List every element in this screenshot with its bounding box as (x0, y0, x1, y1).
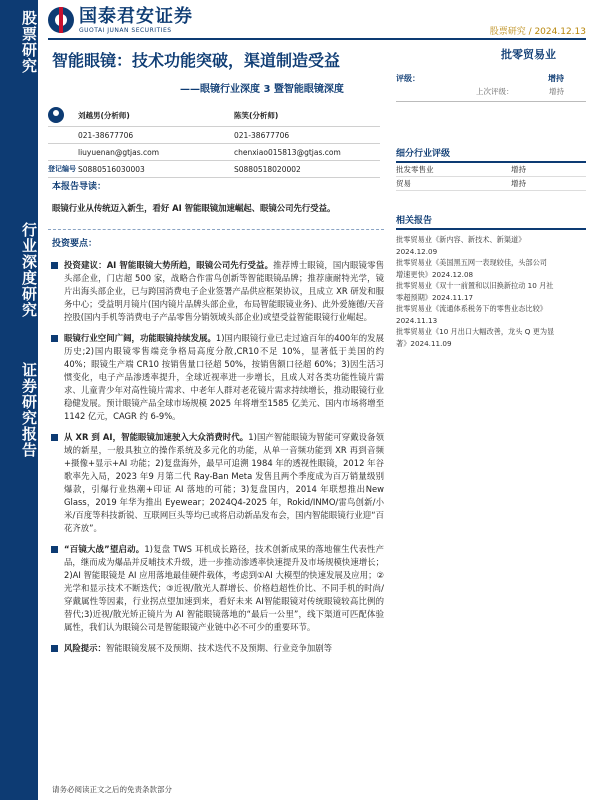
point-text: 智能眼镜发展不及预期、技术迭代不及预期、行业竞争加剧等 (105, 643, 332, 653)
guide-heading: 本报告导读： (52, 182, 107, 192)
related-report-line: 著》2024.11.09 (396, 338, 452, 348)
logo-cn: 国泰君安证券 (79, 5, 193, 27)
author-email[interactable]: liuyuenan@gtjas.com (78, 147, 160, 157)
person-icon (48, 107, 64, 123)
rating-label: 评级： (396, 73, 420, 83)
guide-text: 眼镜行业从传统迈入新生，看好 AI 智能眼镜加速崛起、眼镜公司先行受益。 (52, 203, 336, 213)
related-report-line: 2024.11.13 (396, 315, 438, 325)
header-rule (48, 38, 586, 40)
cert-label: 登记编号 (48, 165, 76, 173)
industry-rating-row: 贸易 增持 (396, 177, 586, 191)
previous-rating-value: 增持 (549, 87, 564, 96)
related-report-line[interactable]: 批零贸易业《流通体系税务下的零售业态比较》 (396, 304, 547, 313)
logo (48, 6, 193, 34)
author-name: 刘越男(分析师) (78, 110, 130, 120)
related-report-line: 增速更快》2024.12.08 (396, 269, 474, 279)
rating-value: 增持 (548, 73, 564, 83)
author-email[interactable]: chenxiao015813@gtjas.com (234, 147, 341, 157)
previous-rating (396, 86, 586, 102)
industry-rating-title: 细分行业评级 (396, 146, 586, 163)
point-item (48, 543, 384, 634)
industry-label: 批零贸易业 (501, 48, 556, 61)
author-name: 陈笑(分析师) (234, 110, 279, 120)
author-cert: S0880518020002 (234, 164, 301, 174)
point-item (48, 259, 384, 324)
point-text: 1)复盘 TWS 耳机成长路径，技术创新成果的落地催生代表性产品，继而成为爆品并反哺技术升级，进一步推动渗透率快速提升及市场规模快速增长；2)AI 智能眼镜是 AI 应用落地最佳硬件载体，考虑到①AI 大模型的快速发展及应用；②光学和显示技术不断迭代；③近视/散光人群增长、价格趋超性价比、不同手机的时尚/穿戴属性等因素，行业拐点望加速到来，看好未来 AI智能眼镜对传统眼镜较高比例的替代;3)近视/散光矫正镜片为 AI 智能眼镜落地的“最后一公里”，线下渠道可匹配体验属性，我们认为眼镜公司是智能眼镜产业链中必不可少的重要环节。 (64, 544, 384, 632)
report-subtitle: ——眼镜行业深度 3 暨智能眼镜深度 (180, 84, 344, 95)
industry-rating-row: 批发零售业 增持 (396, 163, 586, 177)
previous-rating-label: 上次评级： (476, 87, 514, 96)
point-item (48, 332, 384, 423)
points-heading: 投资要点： (52, 239, 98, 249)
related-reports-title: 相关报告 (396, 213, 586, 230)
related-report-line[interactable]: 批零贸易业《双十一前置和以旧换新拉动 10 月社 (396, 281, 554, 290)
authors-table (48, 104, 380, 178)
report-title: 智能眼镜：技术功能突破，渠道制造受益 (52, 51, 341, 70)
related-report-line[interactable]: 批零贸易业《10 月出口大幅改善，龙头 Q 更为显 (396, 327, 555, 336)
author-cert: S0880516030003 (78, 164, 145, 174)
point-bold: 风险提示： (64, 643, 106, 653)
point-text: 推荐博士眼镜，国内眼镜零售头部企业，门店超 500 家，战略合作雷鸟创新等智能眼镜品牌；推荐康耐特光学，镜片出海头部企业，已与跨国消费电子企业签署产品供应框架协议，且成立 XR 研发和服务中心；受益明月镜片(国内镜片品牌头部企业，布局智能眼镜业务)、此外爱施德/天音控股(国内手机等消费电子产品零售分销领域头部企业)或望受益智能眼镜行业崛起。 (64, 260, 385, 322)
point-text: 1)国内眼镜行业已走过逾百年的400年的发展历史;2)国内眼镜零售端竞争格局高度分散,CR10不足 10%，显著低于美国的约 40%；眼镜生产端 CR10 按销售量口径超 50%，按销售额口径超 60%；3)因生活习惯变化，电子产品渗透率提升，全球近视率进一步增长，且成人对各类功能性镜片需求、儿童青少年对高性镜片需求、中老年人群对老花镜片需求持续增长，推动眼镜行业稳健发展。预计眼镜产品全球市场规模 2025 年将增至1585 亿美元、国内市场将增至 1142 亿元，CAGR 约 6-9%。 (64, 333, 384, 421)
related-report-line: 2024.12.09 (396, 246, 438, 256)
point-item (48, 642, 384, 655)
logo-mark-icon (48, 7, 74, 33)
author-phone: 021-38677706 (78, 130, 134, 140)
point-bold: 投资建议：AI 智能眼镜大势所趋，眼镜公司先行受益。 (64, 260, 274, 270)
related-report-line[interactable]: 批零贸易业《新内容、新技术、新渠道》 (396, 235, 526, 244)
point-bold: 眼镜行业空间广阔，功能眼镜持续发展。 (64, 333, 216, 343)
header-date: 股票研究 / 2024.12.13 (489, 27, 586, 37)
related-report-line[interactable]: 批零贸易业《美国黑五网一表现较佳，头部公司 (396, 258, 547, 267)
related-reports-list (396, 234, 586, 349)
point-bold: “百镜大战”望启动。 (64, 544, 145, 554)
author-phone: 021-38677706 (234, 130, 290, 140)
right-column (396, 70, 586, 349)
report-body (48, 181, 384, 663)
sidebar (0, 0, 38, 800)
sidebar-bottom-word: 证券研究报告 (20, 362, 38, 458)
point-item (48, 431, 384, 535)
divider (48, 229, 384, 230)
sidebar-top-word: 股票研究 (20, 10, 38, 74)
point-bold: 从 XR 到 AI，智能眼镜加速驶入大众消费时代。 (64, 432, 249, 442)
footer-disclaimer: 请务必阅读正文之后的免责条款部分 (52, 785, 172, 794)
logo-en: GUOTAI JUNAN SECURITIES (79, 26, 172, 34)
point-text: 1)国产智能眼镜为智能可穿戴设备领域的新星，一般具独立的操作系统及多元化的功能，从单一音频功能到 XR 再到音频+摄像+显示+AI 功能；2)复盘海外，最早可追溯 1984 年的透视性眼镜，2012 年谷歌率先入局，2023 年9 月第二代 Ray-Ban Meta 发售且两个季度成为百万销量级别爆款，引爆行业热潮+印证 AI 落地的可能；3)复盘国内，2014 年联想推出New Glass，2019 年华为推出 Eyewear；2024Q4-2025 年，Rokid/INMO/雷鸟创新/小米/百度等科技新锐、互联网巨头等均已或将启动新品发布会，国内智能眼镜行业迎“百花齐放”。 (64, 432, 384, 533)
sidebar-middle-word: 行业深度研究 (20, 222, 38, 318)
related-report-line: 零超预期》2024.11.17 (396, 292, 474, 302)
